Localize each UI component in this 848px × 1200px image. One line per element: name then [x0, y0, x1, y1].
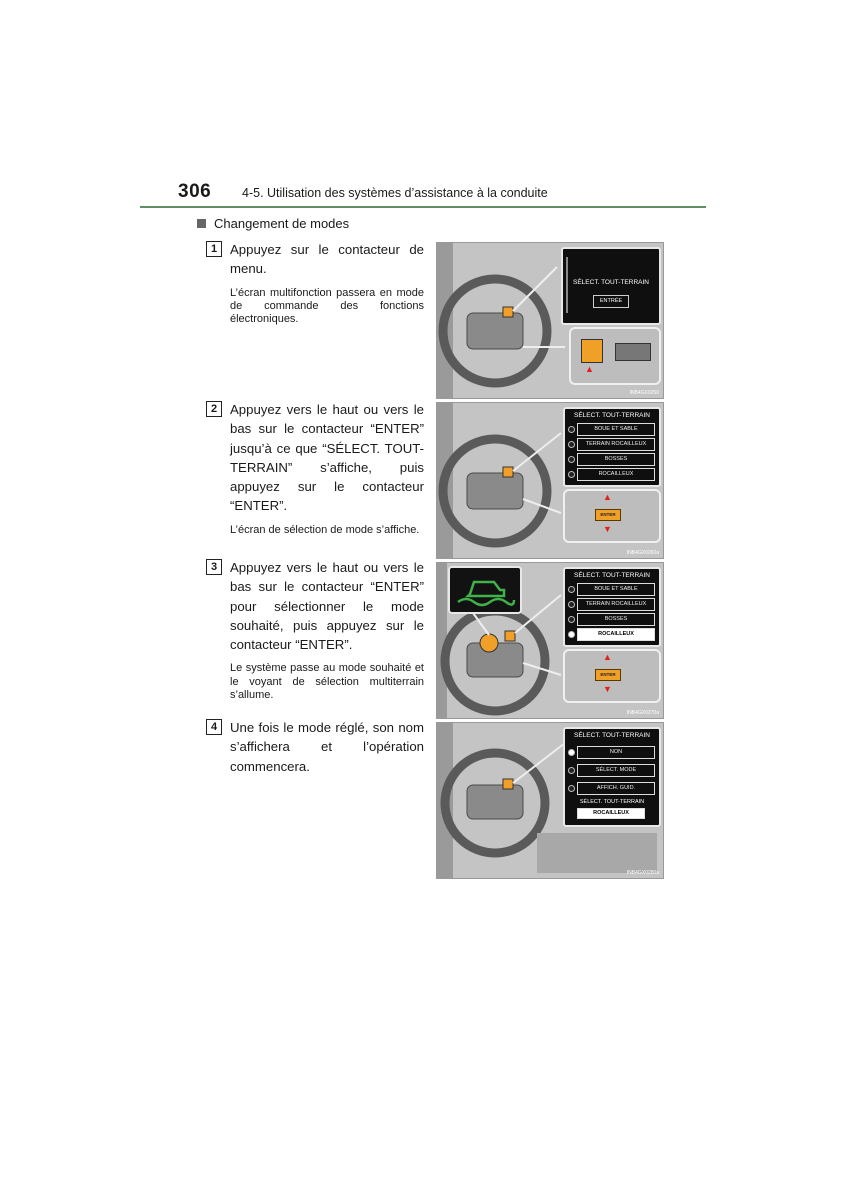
- radio-selected-icon: [568, 631, 575, 638]
- header-rule: [140, 206, 706, 208]
- option-1: BOUE ET SABLE: [577, 583, 655, 596]
- radio-icon: [568, 767, 575, 774]
- multi-info-display: [561, 247, 661, 325]
- step-3: [206, 558, 424, 703]
- enter-switch: ENTER: [595, 509, 621, 521]
- step-4: [206, 718, 424, 776]
- step-number: 2: [206, 401, 222, 417]
- multi-info-display: [563, 567, 661, 647]
- step-text: Appuyez vers le haut ou vers le bas sur le contacteur “ENTER” jusqu’à ce que “SÉLECT. TOUT-TERRAIN” s’affiche, puis appuyez sur le contacteur “ENTER”.: [230, 402, 424, 514]
- down-arrow-icon: ▼: [603, 524, 612, 534]
- page-number: 306: [178, 181, 212, 202]
- option-2: TERRAIN ROCAILLEUX: [577, 598, 655, 611]
- figure-4: [436, 722, 664, 879]
- step-text: Appuyez sur le contacteur de menu.: [230, 242, 424, 277]
- step-number: 3: [206, 559, 222, 575]
- step-note: Le système passe au mode souhaité et le voyant de sélection multiterrain s’allume.: [230, 662, 424, 702]
- radio-icon: [568, 601, 575, 608]
- radio-icon: [568, 471, 575, 478]
- option-3: BOSSES: [577, 453, 655, 466]
- option-3: AFFICH. GUID.: [577, 782, 655, 795]
- scroll-indicator: [566, 257, 568, 313]
- figure-code: INB4GX0250: [629, 390, 659, 396]
- option-4: ROCAILLEUX: [577, 468, 655, 481]
- multiterrain-vehicle-icon: [450, 568, 520, 612]
- option-3: BOSSES: [577, 613, 655, 626]
- step-1: [206, 240, 424, 327]
- enter-switch: ENTER: [595, 669, 621, 681]
- multi-info-display: [563, 727, 661, 827]
- option-1: NON: [577, 746, 655, 759]
- multi-info-display: [563, 407, 661, 487]
- step-2: [206, 400, 424, 537]
- step-number: 4: [206, 719, 222, 735]
- figure-code: INB4GX0260a: [626, 550, 659, 556]
- figure-code: INB4GX0280a: [626, 870, 659, 876]
- radio-icon: [568, 456, 575, 463]
- step-note: L’écran de sélection de mode s’affiche.: [230, 523, 420, 536]
- up-arrow-icon: ▲: [603, 492, 612, 502]
- section-heading: [197, 216, 349, 231]
- press-arrow-icon: ▲: [585, 364, 594, 374]
- up-arrow-icon: ▲: [603, 652, 612, 662]
- step-text: Une fois le mode réglé, son nom s’affichera et l’opération commencera.: [230, 720, 424, 774]
- step-number: 1: [206, 241, 222, 257]
- mode-footer-label: SÉLECT. TOUT-TERRAIN: [579, 799, 645, 805]
- screen-title: SÉLECT. TOUT-TERRAIN: [574, 732, 650, 739]
- entree-label: ENTRÉE: [593, 295, 629, 308]
- figure-1: [436, 242, 664, 399]
- radio-icon: [568, 785, 575, 792]
- section-title: Changement de modes: [214, 216, 350, 231]
- screen-title: SÉLECT. TOUT-TERRAIN: [574, 572, 650, 579]
- menu-switch-inset: [569, 327, 661, 385]
- figure-code: INB4GX0270a: [626, 710, 659, 716]
- radio-icon: [568, 616, 575, 623]
- enter-switch-inset: [563, 649, 661, 703]
- enter-switch-inset: [563, 489, 661, 543]
- step-note: L’écran multifonction passera en mode de commande des fonctions électroniques.: [230, 286, 424, 326]
- radio-icon: [568, 426, 575, 433]
- radio-icon: [568, 586, 575, 593]
- option-1: BOUE ET SABLE: [577, 423, 655, 436]
- step-text: Appuyez vers le haut ou vers le bas sur le contacteur “ENTER” pour sélectionner le mode souhaité, puis appuyez sur le contacteur “ENTER”.: [230, 560, 424, 653]
- option-4-selected: ROCAILLEUX: [577, 628, 655, 641]
- figure-2: [436, 402, 664, 559]
- figure-3: [436, 562, 664, 719]
- screen-title: SÉLECT. TOUT-TERRAIN: [574, 412, 650, 419]
- chapter-title: 4-5. Utilisation des systèmes d’assistance à la conduite: [242, 186, 548, 200]
- menu-switch: [581, 339, 603, 363]
- mode-footer-value: ROCAILLEUX: [577, 808, 645, 819]
- multiterrain-indicator: [448, 566, 522, 614]
- radio-icon: [568, 441, 575, 448]
- down-arrow-icon: ▼: [603, 684, 612, 694]
- screen-title: SÉLECT. TOUT-TERRAIN: [573, 279, 649, 286]
- option-2: TERRAIN ROCAILLEUX: [577, 438, 655, 451]
- option-2: SÉLECT. MODE: [577, 764, 655, 777]
- radio-selected-icon: [568, 749, 575, 756]
- switch-panel: [615, 343, 651, 361]
- bullet-square-icon: [197, 219, 206, 228]
